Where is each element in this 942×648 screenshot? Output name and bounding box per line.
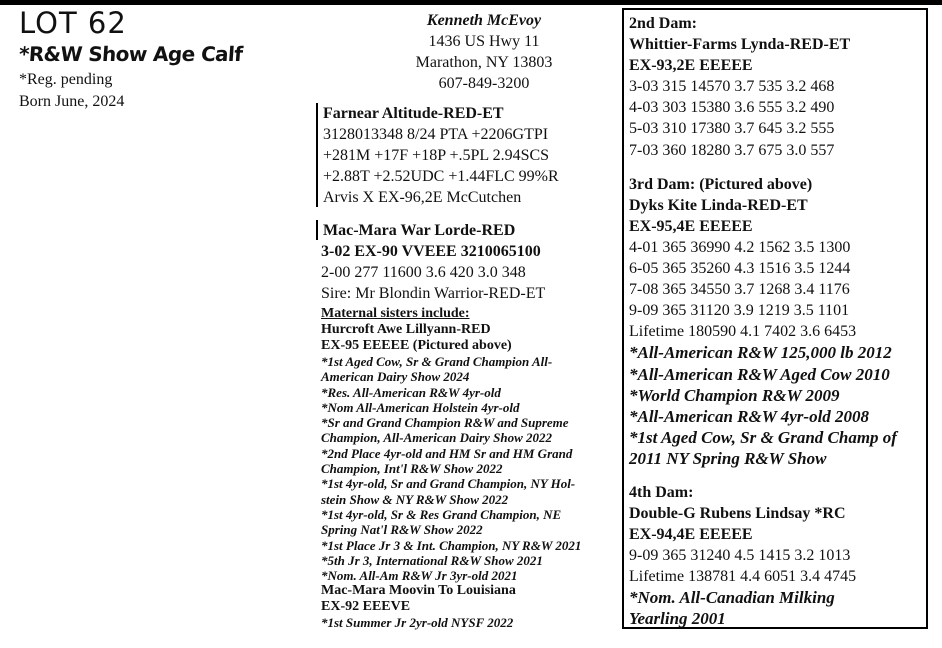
sire-name: Farnear Altitude-RED-ET <box>323 105 504 122</box>
top-rule <box>0 0 942 5</box>
sire-line: 3128013348 8/24 PTA +2206GTPI <box>323 126 549 143</box>
third-dam-award: *All-American R&W Aged Cow 2010 <box>629 365 890 384</box>
dam-block <box>316 220 515 240</box>
sister-name: Hurcroft Awe Lillyann-RED <box>321 322 491 337</box>
dam-details <box>321 241 621 631</box>
sire-line: +2.88T +2.52UDC +1.44FLC 99%R <box>323 168 559 185</box>
fourth-dam-award: Yearling 2001 <box>629 609 726 628</box>
sister-award: *1st 4yr-old, Sr and Grand Champion, NY Hol- <box>321 476 576 492</box>
third-dam-award: *World Champion R&W 2009 <box>629 386 840 405</box>
sister-award: *1st 4yr-old, Sr & Res Grand Champion, NE <box>321 506 562 522</box>
second-dam-record: 3-03 315 14570 3.7 535 3.2 468 <box>629 78 835 95</box>
sister-award: American Dairy Show 2024 <box>321 369 470 385</box>
second-dam-record: 4-03 303 15380 3.6 555 3.2 490 <box>629 99 835 116</box>
registration-note: *Reg. pending <box>19 71 113 88</box>
sister-award: *Nom All-American Holstein 4yr-old <box>321 399 520 415</box>
sister-award: stein Show & NY R&W Show 2022 <box>321 491 509 507</box>
sire-block <box>316 103 559 207</box>
third-dam-award: *1st Aged Cow, Sr & Grand Champ of <box>629 428 897 447</box>
third-dam-header: 3rd Dam: (Pictured above) <box>629 176 813 193</box>
sister-name: Mac-Mara Moovin To Louisiana <box>321 583 516 599</box>
sister-award: *1st Place Jr 3 & Int. Champion, NY R&W 2021 <box>321 537 582 553</box>
owner-name: Kenneth McEvoy <box>426 12 542 29</box>
third-dam-name: Dyks Kite Linda-RED-ET <box>629 197 808 214</box>
second-dam-classification: EX-93,2E EEEEE <box>629 57 753 74</box>
sister-award: *Res. All-American R&W 4yr-old <box>321 384 501 400</box>
dam-record: 2-00 277 11600 3.6 420 3.0 348 <box>321 264 526 281</box>
dam-classification: 3-02 EX-90 VVEEE 3210065100 <box>321 243 541 260</box>
third-dam-award: 2011 NY Spring R&W Show <box>629 449 827 468</box>
third-dam-award: *All-American R&W 4yr-old 2008 <box>629 407 870 426</box>
third-dam-lifetime: Lifetime 180590 4.1 7402 3.6 6453 <box>629 323 857 340</box>
owner-phone: 607-849-3200 <box>438 75 530 92</box>
sister-award: *1st Summer Jr 2yr-old NYSF 2022 <box>321 615 514 631</box>
fourth-dam-header: 4th Dam: <box>629 484 694 501</box>
sire-line: Arvis X EX-96,2E McCutchen <box>323 189 522 206</box>
second-dam-record: 5-03 310 17380 3.7 645 3.2 555 <box>629 120 835 137</box>
sire-line: +281M +17F +18P +.5PL 2.94SCS <box>323 147 550 164</box>
sister-award: Champion, Int'l R&W Show 2022 <box>321 461 503 477</box>
fourth-dam-name: Double-G Rubens Lindsay *RC <box>629 505 846 522</box>
fourth-dam-award: *Nom. All-Canadian Milking <box>629 588 835 607</box>
third-dam-record: 4-01 365 36990 4.2 1562 3.5 1300 <box>629 239 851 256</box>
sister-award: *Sr and Grand Champion R&W and Supreme <box>321 415 569 431</box>
fourth-dam-classification: EX-94,4E EEEEE <box>629 526 753 543</box>
sister-classification: EX-92 EEEVE <box>321 599 411 615</box>
second-dam-record: 7-03 360 18280 3.7 675 3.0 557 <box>629 142 835 159</box>
owner-address-1: 1436 US Hwy 11 <box>428 33 540 50</box>
lot-subtitle: *R&W Show Age Calf <box>18 42 244 66</box>
fourth-dam-record: 9-09 365 31240 4.5 1415 3.2 1013 <box>629 547 851 564</box>
dam-sire: Sire: Mr Blondin Warrior-RED-ET <box>321 285 546 302</box>
third-dam-award: *All-American R&W 125,000 lb 2012 <box>629 343 892 362</box>
maternal-sisters-header: Maternal sisters include: <box>321 306 470 321</box>
sister-award: Spring Nat'l R&W Show 2022 <box>321 522 483 538</box>
second-dam-name: Whittier-Farms Lynda-RED-ET <box>629 36 851 53</box>
sister-award: Champion, All-American Dairy Show 2022 <box>321 430 553 446</box>
sister-classification: EX-95 EEEEE (Pictured above) <box>321 338 512 353</box>
lot-number: LOT 62 <box>19 6 127 40</box>
third-dam-record: 7-08 365 34550 3.7 1268 3.4 1176 <box>629 281 850 298</box>
second-dam-header: 2nd Dam: <box>629 15 698 32</box>
owner-address-2: Marathon, NY 13803 <box>415 54 553 71</box>
third-dam-record: 9-09 365 31120 3.9 1219 3.5 1101 <box>629 302 850 319</box>
third-dam-classification: EX-95,4E EEEEE <box>629 218 753 235</box>
sister-award: *2nd Place 4yr-old and HM Sr and HM Grand <box>321 445 573 461</box>
birth-date: Born June, 2024 <box>19 93 125 110</box>
sister-award: *Nom. All-Am R&W Jr 3yr-old 2021 <box>321 568 518 584</box>
owner-block <box>384 10 584 94</box>
sister-award: *1st Aged Cow, Sr & Grand Champion All- <box>321 354 553 369</box>
sister-award: *5th Jr 3, International R&W Show 2021 <box>321 552 543 568</box>
third-dam-record: 6-05 365 35260 4.3 1516 3.5 1244 <box>629 260 851 277</box>
fourth-dam-lifetime: Lifetime 138781 4.4 6051 3.4 4745 <box>629 568 857 585</box>
dam-name: Mac-Mara War Lorde-RED <box>323 222 516 239</box>
